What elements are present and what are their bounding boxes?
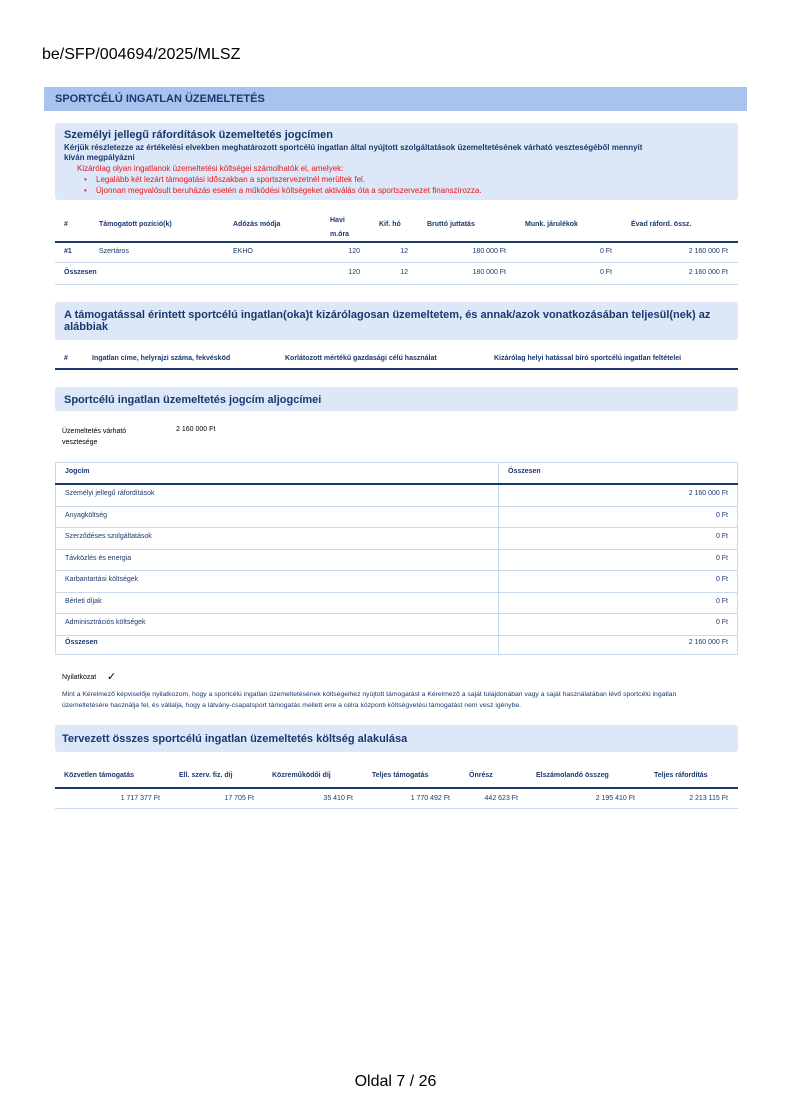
cost-table-header-divider [55, 483, 738, 485]
subtitles-title: Sportcélú ingatlan üzemeltetés jogcím aljogcímei [64, 394, 322, 406]
cost-row-label: Adminisztrációs költségek [65, 619, 146, 626]
cost-col-jogcim: Jogcím [65, 468, 90, 475]
row-position: Szertáros [99, 248, 129, 255]
cost-row-value: 0 Ft [715, 554, 728, 562]
property-col-local: Kizárólag helyi hatással bíró sportcélú ingatlan feltételei [494, 355, 682, 362]
cost-row-value: 0 Ft [715, 619, 728, 626]
property-col-num: # [64, 355, 68, 362]
row-num: #1 [64, 248, 72, 255]
planned-val-direct: 1 717 377 Ft [120, 795, 160, 802]
planned-divider [55, 787, 738, 789]
cost-row-divider [55, 613, 738, 614]
planned-bottom-line [55, 808, 738, 809]
planned-val-settle: 2 195 410 Ft [595, 795, 635, 802]
row-contrib: 0 Ft [599, 248, 612, 255]
expected-loss-label: Üzemeltetés várható vesztesége [62, 428, 127, 446]
cost-row-label: Szerződéses szolgáltatások [65, 533, 152, 540]
personal-expenses-title: Személyi jellegű ráfordítások üzemeltetés jogcímen [64, 129, 333, 141]
planned-col-own: Önrész [469, 772, 493, 779]
page-number: Oldal 7 / 26 [354, 1073, 437, 1090]
cost-row-divider [55, 549, 738, 550]
declaration-text: Mint a Kérelmező képviselője nyilatkozom, hogy a sportcélú ingatlan üzemeltetésének költségeihez nyújtott támogatást a Kérelmező a saját tulajdonában vagy a saját használatában lévő sportcélú ingatlan üzemeltetésére használja fel, és vállalja, hogy a látvány-csapatsport támogatás mellett erre a célra központi költségvetési támogatást nem vesz igénybe. [62, 691, 677, 709]
section-header [44, 87, 747, 111]
col-tax: Adózás módja [233, 221, 281, 228]
total-annual: 2 160 000 Ft [688, 269, 728, 276]
cost-total-label: Összesen [65, 639, 98, 646]
property-divider [55, 368, 738, 370]
document-id: be/SFP/004694/2025/MLSZ [42, 46, 241, 63]
property-title: A támogatással érintett sportcélú ingatlan(oka)t kizárólagosan üzemeltetem, és annak/azok vonatkozásában teljesül(nek) az alábbiak [64, 309, 711, 333]
planned-val-kozrem: 35 410 Ft [323, 795, 353, 802]
cost-row-divider [55, 592, 738, 593]
cost-row-divider [55, 635, 738, 636]
total-divider [55, 284, 738, 285]
cost-row-value: 0 Ft [715, 533, 728, 540]
property-col-address: Ingatlan címe, helyrajzi száma, fekvésköd [92, 355, 231, 362]
row-monthly: 120 [348, 248, 360, 255]
declaration-label: Nyilatkozat [62, 674, 97, 681]
row-tax: EKHO [233, 248, 253, 255]
cost-row-value: 0 Ft [715, 597, 728, 605]
col-months: Kif. hó [379, 221, 401, 228]
planned-val-full: 1 770 492 Ft [410, 795, 450, 802]
eligibility-bullet-1: • Legalább két lezárt támogatási időszakban a sportszervezetnél merültek fel. [84, 175, 366, 184]
row-divider [55, 262, 738, 263]
expected-loss-value: 2 160 000 Ft [176, 426, 216, 433]
cost-row-label: Személyi jellegű ráfordítások [65, 490, 155, 497]
cost-total-value: 2 160 000 Ft [688, 639, 728, 646]
total-contrib: 0 Ft [599, 269, 612, 276]
total-label: Összesen [64, 269, 97, 276]
planned-col-full: Teljes támogatás [372, 772, 429, 779]
planned-col-ell: Ell. szerv. fiz. díj [179, 772, 233, 779]
cost-table-col-divider [498, 462, 499, 655]
planned-val-ell: 17 705 Ft [224, 795, 254, 802]
cost-row-label: Távközlés és energia [65, 554, 132, 562]
cost-row-label: Bérleti díjak [65, 597, 102, 605]
planned-col-kozrem: Közreműködői díj [272, 772, 331, 779]
col-position: Támogatott pozíció(k) [99, 221, 172, 228]
cost-row-divider [55, 570, 738, 571]
cost-row-divider [55, 506, 738, 507]
cost-row-value: 2 160 000 Ft [688, 490, 728, 497]
cost-row-value: 0 Ft [715, 511, 728, 519]
col-contrib: Munk. járulékok [525, 221, 578, 228]
row-months: 12 [400, 248, 408, 255]
total-months: 12 [400, 269, 408, 276]
eligibility-bullet-2: • Újonnan megvalósult beruházás esetén a működési költségeket aktiválás óta a sportszervezet finanszírozza. [84, 186, 482, 195]
cost-row-label: Anyagköltség [65, 511, 108, 519]
planned-col-settle: Elszámolandó összeg [536, 772, 609, 779]
personal-expenses-subtitle: Kérjük részletezze az értékelési elvekben meghatározott sportcélú ingatlan által nyújtott szolgáltatások üzemeltetésének várható veszteségéből mennyit kíván megpályázni [64, 143, 643, 162]
cost-row-value: 0 Ft [715, 576, 728, 583]
property-col-limited: Korlátozott mértékű gazdasági célú használat [285, 355, 437, 362]
col-num: # [64, 221, 68, 228]
col-annual: Évad ráford. össz. [631, 221, 692, 228]
row-gross: 180 000 Ft [472, 248, 506, 255]
section-title: SPORTCÉLÚ INGATLAN ÜZEMELTETÉS [55, 93, 265, 105]
col-gross: Bruttó juttatás [427, 221, 475, 228]
cost-row-divider [55, 527, 738, 528]
total-monthly: 120 [348, 269, 360, 276]
declaration-check-icon: ✓ [107, 670, 117, 683]
planned-val-total: 2 213 115 Ft [689, 795, 728, 802]
total-gross: 180 000 Ft [472, 269, 506, 276]
row-annual: 2 160 000 Ft [688, 248, 728, 255]
planned-title: Tervezett összes sportcélú ingatlan üzemeltetés költség alakulása [62, 733, 408, 745]
eligibility-note: Kizárólag olyan ingatlanok üzemeltetési költségei számolhatók el, amelyek: [77, 164, 344, 173]
cost-col-total: Összesen [508, 468, 541, 475]
col-monthly: Havi m.óra [330, 217, 350, 238]
cost-row-label: Karbantartási költségek [65, 576, 139, 583]
table-divider [55, 241, 738, 243]
planned-val-own: 442 623 Ft [484, 795, 518, 802]
planned-col-direct: Közvetlen támogatás [64, 772, 135, 779]
planned-col-total: Teljes ráfordítás [654, 772, 708, 779]
